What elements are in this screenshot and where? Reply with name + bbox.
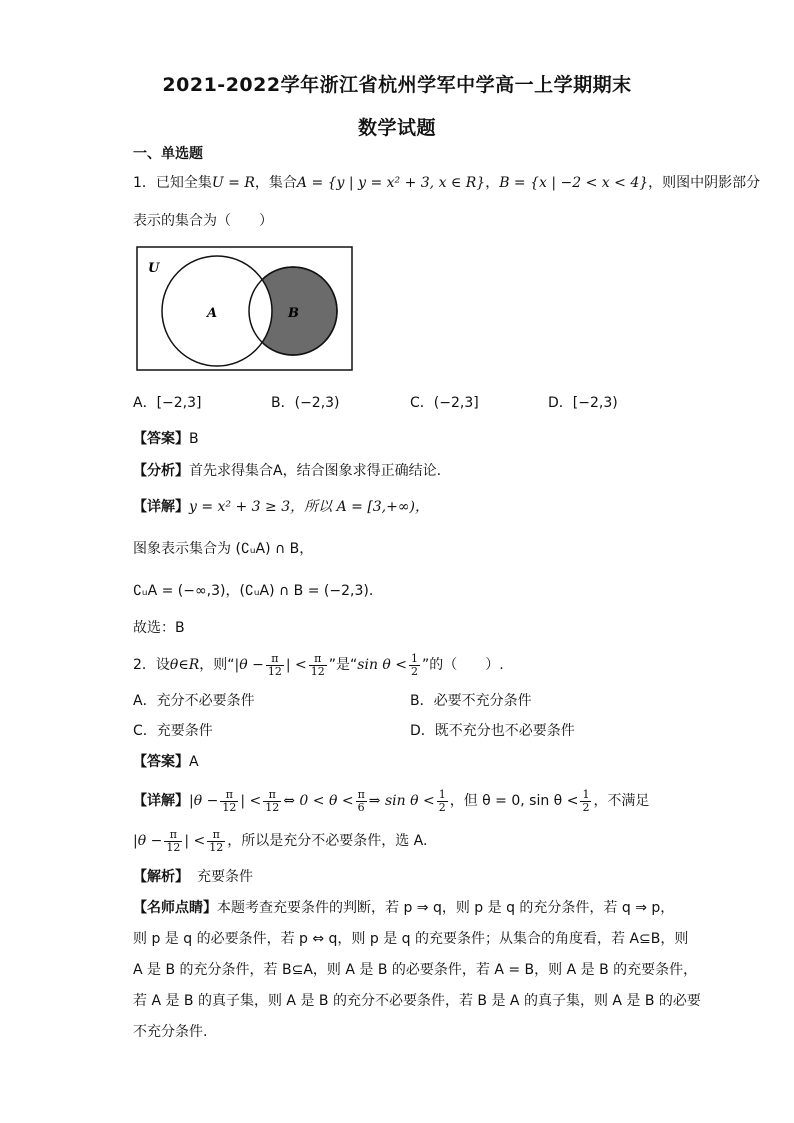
- q2-theta-def: θ∈R: [169, 657, 200, 673]
- q1-universal-set: U = R: [211, 175, 255, 191]
- detail-expr: | <: [240, 793, 262, 809]
- q2-sin-expr: sin θ <: [357, 657, 408, 673]
- q1-stem-line2: 表示的集合为（ ）: [133, 213, 273, 229]
- venn-diagram: [136, 246, 354, 372]
- q2-option-b: B．必要不充分条件: [410, 693, 532, 709]
- explain-text: 充要条件: [197, 869, 253, 885]
- fraction-pi-over-12: $\frac{\pi}{12}$: [310, 651, 325, 678]
- detail-expr: |θ −: [133, 833, 163, 849]
- q1-choose: 故选：B: [133, 620, 185, 636]
- detail-expr: ⇒ sin θ <: [368, 793, 435, 809]
- q1-set-b: B = {x | −2 < x < 4}: [499, 175, 649, 191]
- q2-suffix: ”的（ ）.: [422, 657, 504, 673]
- q1-text-b: ，集合: [254, 175, 297, 191]
- fraction-one-half: $\frac{1}{2}$: [411, 651, 419, 678]
- detail-tag: 【详解】: [133, 499, 189, 515]
- q2-note-line1: [133, 897, 674, 919]
- q1-option-c: C．(−2,3]: [410, 395, 479, 411]
- detail-text: ，不满足: [593, 793, 650, 809]
- q1-text-c: ，: [485, 175, 500, 191]
- answer-tag: 【答案】: [133, 754, 189, 770]
- note-text: 本题考查充要条件的判断，若 p ⇒ q，则 p 是 q 的充分条件，若 q ⇒ p，: [217, 900, 675, 916]
- venn-b-label: B: [288, 306, 299, 321]
- q2-note-line2: 则 p 是 q 的必要条件，若 p ⇔ q，则 p 是 q 的充要条件；从集合的角度看，若 A⊆B，则: [133, 931, 689, 947]
- answer-value: B: [189, 431, 199, 447]
- section-heading: 一、单选题: [133, 146, 203, 162]
- q1-analysis: [133, 460, 441, 482]
- fraction-pi-over-6: $\frac{\pi}{6}$: [357, 787, 365, 814]
- detail-tag: 【详解】: [133, 793, 189, 809]
- q2-answer: [133, 751, 199, 773]
- detail-text: ，但 θ = 0, sin θ <: [449, 793, 579, 809]
- venn-u-label: U: [148, 261, 160, 276]
- detail-text: ，所以是充分不必要条件，选 A.: [227, 833, 428, 849]
- q1-stem-line1: [133, 172, 760, 194]
- q2-note-line3: A 是 B 的充分条件，若 B⊆A，则 A 是 B 的必要条件，若 A = B，则 A 是 B 的充要条件，: [133, 962, 698, 978]
- note-tag: 【名师点睛】: [133, 900, 217, 916]
- detail-expr: ⇔ 0 < θ <: [283, 793, 354, 809]
- document-subtitle: 数学试题: [357, 117, 436, 139]
- answer-tag: 【答案】: [133, 431, 189, 447]
- q1-option-a: A．[−2,3]: [133, 395, 202, 411]
- fraction-pi-over-12: $\frac{\pi}{12}$: [209, 827, 224, 854]
- analysis-tag: 【分析】: [133, 463, 189, 479]
- analysis-text: 首先求得集合A，结合图象求得正确结论.: [189, 463, 442, 479]
- q2-note-line4: 若 A 是 B 的真子集，则 A 是 B 的充分不必要条件，若 B 是 A 的真子集，则 A 是 B 的必要: [133, 993, 701, 1009]
- q2-abs-b: | <: [285, 657, 307, 673]
- fraction-pi-over-12: $\frac{\pi}{12}$: [265, 787, 280, 814]
- q1-set-a: A = {y | y = x² + 3, x ∈ R}: [296, 175, 486, 191]
- q1-answer: [133, 428, 199, 450]
- fraction-pi-over-12: $\frac{\pi}{12}$: [222, 787, 237, 814]
- q2-note-line5: 不充分条件.: [133, 1024, 208, 1040]
- q2-then: ，则“: [199, 657, 235, 673]
- q2-is: ”是“: [328, 657, 358, 673]
- q2-detail-line2: [133, 826, 427, 856]
- q2-explain: [133, 866, 253, 888]
- q1-option-d: D．[−2,3): [548, 395, 618, 411]
- venn-a-label: A: [207, 306, 218, 321]
- detail-text: y = x² + 3 ≥ 3，所以 A = [3,+∞)，: [189, 499, 429, 515]
- q2-option-d: D．既不充分也不必要条件: [410, 723, 575, 739]
- q2-option-c: C．充要条件: [133, 723, 213, 739]
- q1-text-d: ，则图中阴影部分: [648, 175, 761, 191]
- q1-detail: [133, 496, 429, 518]
- fraction-one-half: $\frac{1}{2}$: [582, 787, 590, 814]
- explain-tag: 【解析】: [133, 869, 189, 885]
- fraction-pi-over-12: $\frac{\pi}{12}$: [166, 827, 181, 854]
- q2-prefix: 2．设: [133, 657, 170, 673]
- q1-text-a: 1．已知全集: [133, 175, 212, 191]
- fraction-one-half: $\frac{1}{2}$: [438, 787, 446, 814]
- q2-option-a: A．充分不必要条件: [133, 693, 255, 709]
- q1-detail-line2: 图象表示集合为 (∁ᵤA) ∩ B，: [133, 541, 314, 557]
- q1-detail-line3: ∁ᵤA = (−∞,3)，(∁ᵤA) ∩ B = (−2,3).: [133, 583, 374, 599]
- q2-detail-line1: [133, 786, 649, 816]
- fraction-pi-over-12: $\frac{\pi}{12}$: [267, 651, 282, 678]
- detail-expr: |θ −: [189, 793, 219, 809]
- answer-value: A: [189, 754, 199, 770]
- q2-abs-a: |θ −: [234, 657, 264, 673]
- document-title: 2021-2022学年浙江省杭州学军中学高一上学期期末: [162, 74, 632, 96]
- q2-stem: [133, 650, 504, 680]
- q1-option-b: B．(−2,3): [271, 395, 340, 411]
- detail-expr: | <: [184, 833, 206, 849]
